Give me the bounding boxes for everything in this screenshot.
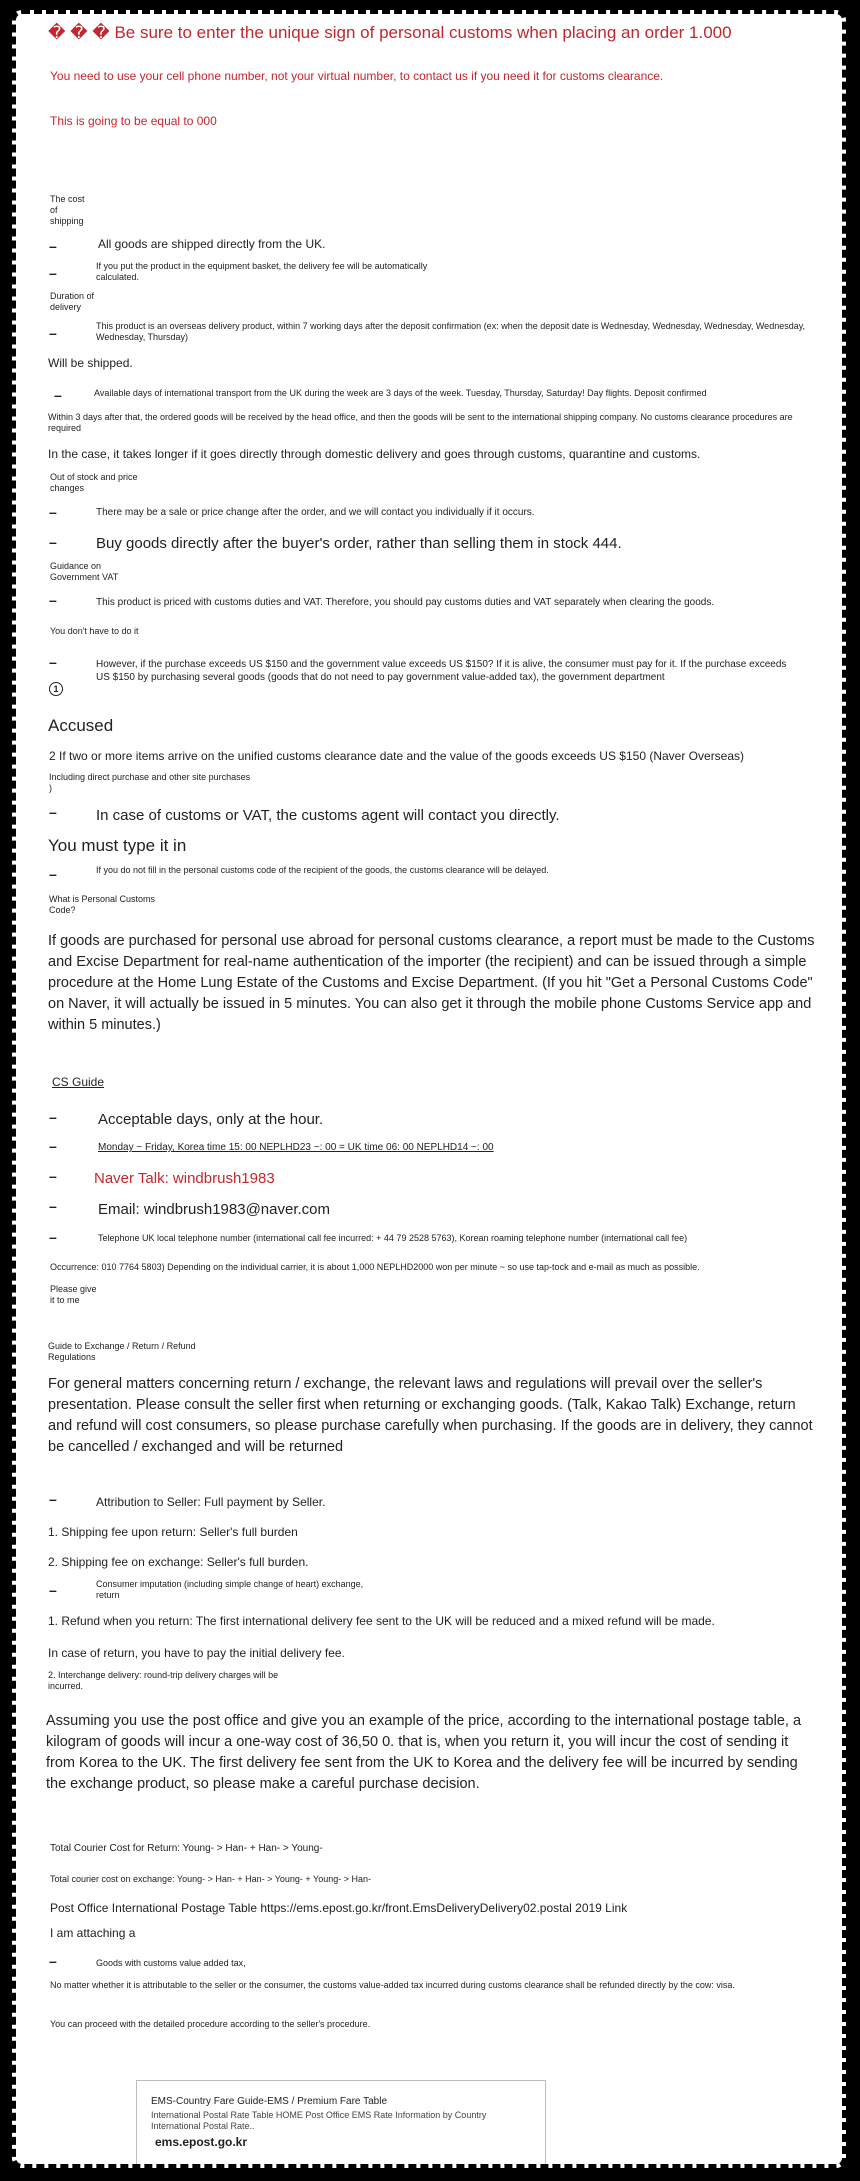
must-type-heading: You must type it in xyxy=(48,836,187,855)
no-matter-note: No matter whether it is attributable to the seller or the consumer, the customs value-added tax incurred during customs clearance shall be refunded directly by the cow: visa. xyxy=(50,1980,735,1990)
shipping-item-1: All goods are shipped directly from the UK. xyxy=(98,237,326,251)
shipping-item-4: Available days of international transport from the UK during the week are 3 days of the week. Tuesday, Thursday, Saturday! Day flights. Deposit confirmed xyxy=(94,388,707,398)
bullet: – xyxy=(49,1109,57,1125)
info-icon: 1 xyxy=(49,682,63,696)
attaching-note: I am attaching a xyxy=(50,1926,136,1940)
cs-item-2: Monday ~ Friday, Korea time 15: 00 NEPLHD23 ~: 00 = UK time 06: 00 NEPLHD14 ~: 00 xyxy=(98,1142,494,1153)
please-give: Please give it to me xyxy=(50,1284,97,1305)
courier-cost-exchange: Total courier cost on exchange: Young- > Han- + Han- > Young- + Young- > Han- xyxy=(50,1874,371,1884)
customs-agent-note: In case of customs or VAT, the customs agent will contact you directly. xyxy=(96,807,560,824)
shipping-item-3: This product is an overseas delivery product, within 7 working days after the deposit confirmation (ex: when the deposit date is Wednesday, Wednesday, Wednesday, Wednesday, Wednesday, Thursday) xyxy=(96,321,806,342)
duration-label: Duration of delivery xyxy=(50,291,95,312)
bullet: – xyxy=(49,1138,57,1154)
cs-email: Email: windbrush1983@naver.com xyxy=(98,1201,331,1218)
including-note: Including direct purchase and other site purchases ) xyxy=(49,772,251,793)
consumer-imputation: Consumer imputation (including simple change of heart) exchange, return xyxy=(96,1579,364,1600)
bullet: – xyxy=(49,804,57,820)
two-items-note: 2 If two or more items arrive on the unified customs clearance date and the value of the goods exceeds US $150 (Naver Overseas) xyxy=(49,749,745,763)
will-ship: Will be shipped. xyxy=(48,356,133,370)
bullet: – xyxy=(54,387,62,403)
courier-cost-return: Total Courier Cost for Return: Young- > Han- + Han- > Young- xyxy=(50,1843,323,1854)
goods-vat-note: Goods with customs value added tax, xyxy=(96,1958,246,1968)
stock-item-2: Buy goods directly after the buyer's order, rather than selling them in stock 444. xyxy=(96,535,622,552)
cs-item-1: Acceptable days, only at the hour. xyxy=(98,1111,324,1128)
page-title: � � � Be sure to enter the unique sign of personal customs when placing an order 1.000 xyxy=(48,23,732,42)
link-card-desc: International Postal Rate Table HOME Post Office EMS Rate Information by Country International Postal Rate.. xyxy=(151,2110,487,2131)
bullet: – xyxy=(49,1168,57,1184)
bullet: – xyxy=(49,866,57,882)
bullet: – xyxy=(49,592,57,608)
refund-note: 1. Refund when you return: The first international delivery fee sent to the UK will be reduced and a mixed refund will be made. xyxy=(48,1614,715,1628)
bullet: – xyxy=(49,1198,57,1214)
exchange-paragraph: For general matters concerning return / exchange, the relevant laws and regulations will prevail over the seller's presentation. Please consult the seller first when returning or exchanging goods. (Talk, Kakao Talk) Exchange, return and refund will cost consumers, so please purchase carefully when purchasing. If the goods are in delivery, they cannot be cancelled / exchanged and will be returned xyxy=(48,1376,813,1455)
cs-occurrence: Occurrence: 010 7764 5803) Depending on the individual carrier, it is about 1,000 NEPLHD2000 won per minute ~ so use tap-tock and e-mail as much as possible. xyxy=(50,1262,700,1272)
link-card-title: EMS-Country Fare Guide-EMS / Premium Fare Table xyxy=(151,2096,388,2107)
naver-talk-link[interactable]: Naver Talk: windbrush1983 xyxy=(94,1170,275,1187)
exchange-label: Guide to Exchange / Return / Refund Regulations xyxy=(48,1341,196,1362)
bullet: – xyxy=(49,1953,57,1969)
within-3-days: Within 3 days after that, the ordered goods will be received by the head office, and then the goods will be sent to the international shipping company. No customs clearance procedures are required xyxy=(48,412,793,433)
shipping-return: 1. Shipping fee upon return: Seller's full burden xyxy=(48,1525,298,1539)
bullet: – xyxy=(49,1491,57,1507)
ems-link-card[interactable] xyxy=(136,2080,546,2168)
proceed-note: You can proceed with the detailed procedure according to the seller's procedure. xyxy=(50,2019,371,2029)
stock-label: Out of stock and price changes xyxy=(50,472,138,493)
attribution-seller: Attribution to Seller: Full payment by Seller. xyxy=(96,1495,326,1509)
bullet: – xyxy=(49,238,57,254)
phone-note: You need to use your cell phone number, not your virtual number, to contact us if you need it for customs clearance. xyxy=(50,69,664,83)
stock-item-1: There may be a sale or price change after the order, and we will contact you individually if it occurs. xyxy=(96,507,535,518)
case-return: In case of return, you have to pay the initial delivery fee. xyxy=(48,1646,345,1660)
interchange-delivery: 2. Interchange delivery: round-trip delivery charges will be incurred. xyxy=(48,1670,279,1691)
bullet: – xyxy=(49,1582,57,1598)
cs-telephone: Telephone UK local telephone number (international call fee incurred: + 44 79 2528 5763), Korean roaming telephone number (international call fee) xyxy=(98,1233,688,1243)
link-card-domain: ems.epost.go.kr xyxy=(155,2135,248,2149)
bullet: – xyxy=(49,265,57,281)
in-the-case: In the case, it takes longer if it goes directly through domestic delivery and goes through customs, quarantine and customs. xyxy=(48,447,701,461)
shipping-exchange: 2. Shipping fee on exchange: Seller's full burden. xyxy=(48,1555,309,1569)
postage-table-link[interactable]: Post Office International Postage Table https://ems.epost.go.kr/front.EmsDeliveryDelivery02.postal 2019 Link xyxy=(50,1901,628,1915)
postage-example-paragraph: Assuming you use the post office and give you an example of the price, according to the international postage table, a kilogram of goods will incur a one-way cost of 36,50 0. that is, when you return it, you will incur the cost of sending it from Korea to the UK. The first delivery fee sent from the UK to Korea and the delivery fee will be incurred by sending the exchange product, so please make a careful purchase decision. xyxy=(46,1713,802,1792)
bullet: – xyxy=(49,1229,57,1245)
bullet: – xyxy=(49,325,57,341)
vat-item-2: However, if the purchase exceeds US $150 and the government value exceeds US $150? If it is alive, the consumer must pay for it. If the purchase exceeds US $150 by purchasing several goods (goods that do not need to pay government value-added tax), the government department xyxy=(96,659,787,683)
dont-have-to: You don't have to do it xyxy=(50,626,139,636)
accused-heading: Accused xyxy=(48,716,114,735)
bullet: – xyxy=(49,504,57,520)
bullet: – xyxy=(49,534,57,550)
not-fill-note: If you do not fill in the personal customs code of the recipient of the goods, the customs clearance will be delayed. xyxy=(96,865,549,875)
shipping-label: The cost of shipping xyxy=(50,194,85,226)
equal-note: This is going to be equal to 000 xyxy=(50,114,217,128)
bullet: – xyxy=(49,654,57,670)
vat-label: Guidance on Government VAT xyxy=(50,561,119,582)
customs-code-paragraph: If goods are purchased for personal use abroad for personal customs clearance, a report must be made to the Customs and Excise Department for real-name authentication of the importer (the recipient) and can be issued through a simple procedure at the Home Lung Estate of the Customs and Excise Department. (If you hit "Get a Personal Customs Code" on Naver, it will actually be issued in 5 minutes. You can also get it through the mobile phone Customs Service app and within 5 minutes.) xyxy=(48,933,815,1033)
cs-guide-label: CS Guide xyxy=(52,1075,105,1089)
shipping-item-2: If you put the product in the equipment basket, the delivery fee will be automatically calculated. xyxy=(96,261,428,282)
what-is-code-label: What is Personal Customs Code? xyxy=(49,894,156,915)
product-notice-page xyxy=(12,10,846,2168)
vat-item-1: This product is priced with customs duties and VAT. Therefore, you should pay customs duties and VAT separately when clearing the goods. xyxy=(96,597,715,608)
